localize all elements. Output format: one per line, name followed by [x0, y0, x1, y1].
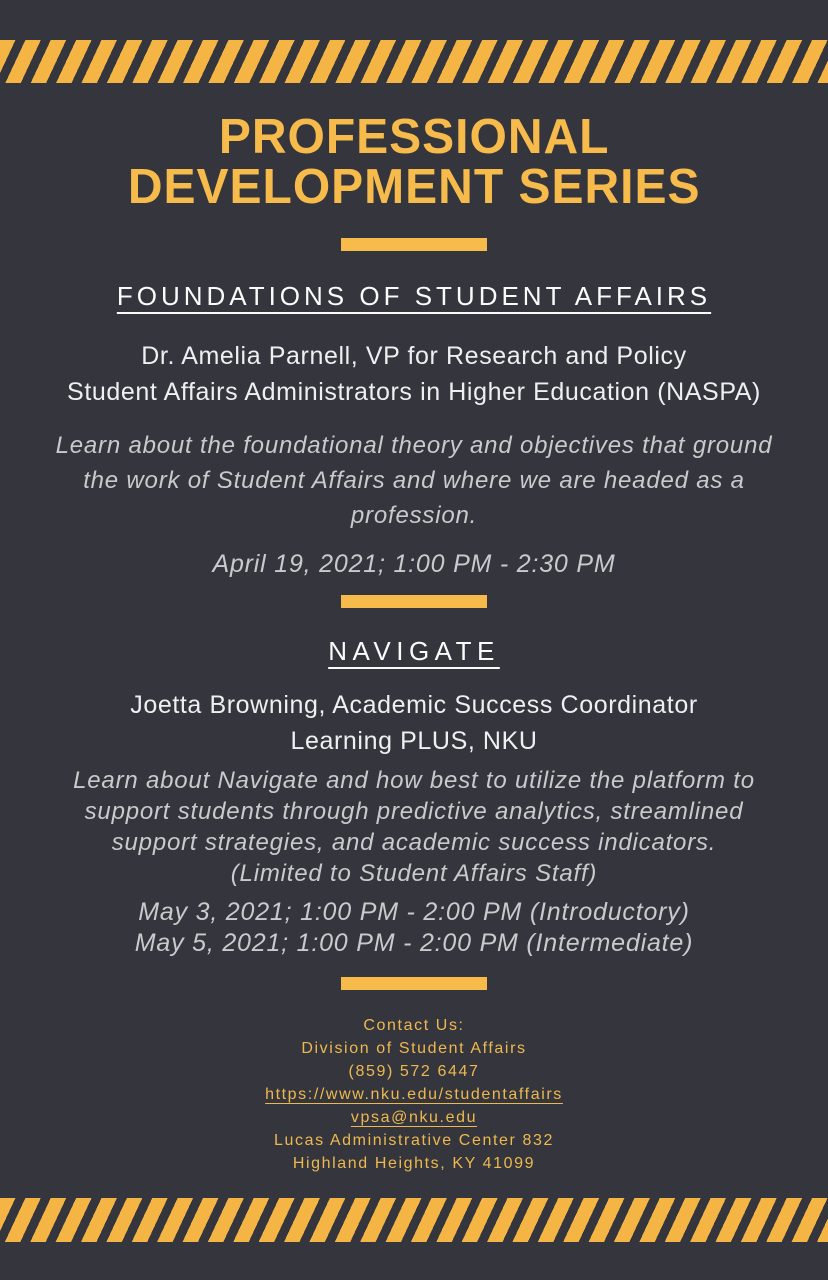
- contact-website-link[interactable]: https://www.nku.edu/studentaffairs: [265, 1086, 563, 1103]
- contact-heading: Contact Us:: [363, 1017, 465, 1034]
- poster-title-line1: PROFESSIONAL: [218, 110, 610, 164]
- session-foundations: [40, 251, 788, 579]
- contact-org: Division of Student Affairs: [301, 1040, 527, 1057]
- caution-stripes-bottom: [0, 1198, 828, 1242]
- session-navigate: [46, 608, 782, 959]
- speaker-org: Learning PLUS, NKU: [290, 727, 538, 755]
- session-description-text: Learn about Navigate and how best to utilize the platform to support students through predictive analytics, streamlined support strategies, and academic success indicators.: [73, 767, 755, 856]
- schedule-date: April 19, 2021; 1:00 PM - 2:30 PM: [212, 550, 616, 578]
- schedule-date-intermediate: May 5, 2021; 1:00 PM - 2:00 PM (Intermediate): [134, 929, 694, 957]
- session-schedule-navigate: [46, 897, 782, 959]
- speaker-name: Joetta Browning, Academic Success Coordinator: [130, 691, 698, 719]
- schedule-date-introductory: May 3, 2021; 1:00 PM - 2:00 PM (Introductory): [138, 898, 690, 926]
- divider-bar-top: [341, 238, 487, 251]
- speaker-info-navigate: [46, 687, 782, 759]
- session-description-navigate: [46, 765, 782, 889]
- session-heading-navigate: NAVIGATE: [328, 636, 500, 666]
- divider-bar-bottom: [341, 977, 487, 990]
- contact-block: [265, 1014, 563, 1175]
- poster-title: [128, 112, 701, 212]
- session-schedule-foundations: [40, 549, 788, 579]
- contact-email-link[interactable]: vpsa@nku.edu: [350, 1109, 478, 1126]
- session-heading-foundations: FOUNDATIONS OF STUDENT AFFAIRS: [116, 281, 712, 311]
- speaker-name: Dr. Amelia Parnell, VP for Research and Policy: [141, 342, 687, 370]
- contact-address-line2: Highland Heights, KY 41099: [292, 1155, 536, 1172]
- poster-title-line2: DEVELOPMENT SERIES: [127, 160, 701, 214]
- contact-phone: (859) 572 6447: [348, 1063, 480, 1080]
- divider-bar-middle: [341, 595, 487, 608]
- speaker-org: Student Affairs Administrators in Higher Education (NASPA): [67, 378, 761, 406]
- session-description-foundations: Learn about the foundational theory and objectives that ground the work of Student Affairs and where we are headed as a profession.: [55, 432, 773, 529]
- session-restriction-note: (Limited to Student Affairs Staff): [230, 860, 598, 887]
- contact-address-line1: Lucas Administrative Center 832: [274, 1132, 554, 1149]
- speaker-info-foundations: [40, 338, 788, 410]
